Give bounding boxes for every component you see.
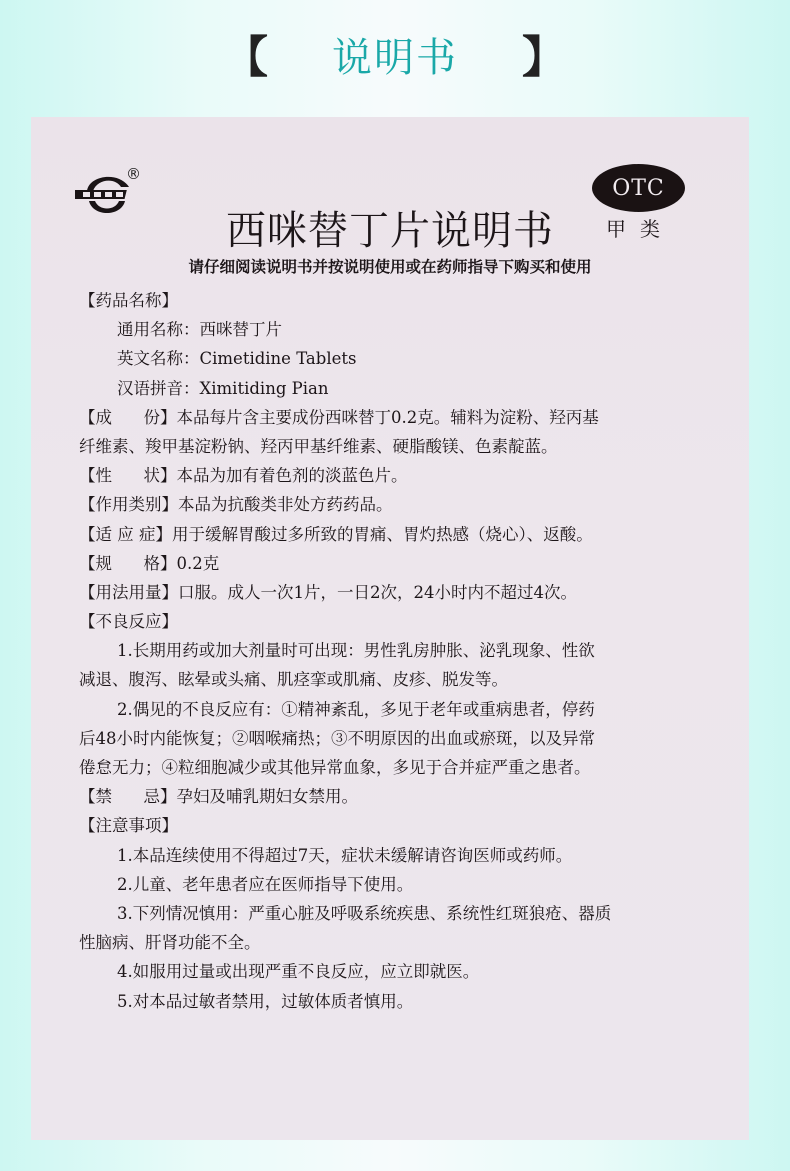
specification-text: 0.2克 xyxy=(176,553,220,573)
banner-title: 说明书 xyxy=(332,35,458,81)
section-indications xyxy=(79,520,729,549)
section-heading-specification: 【规 格】 xyxy=(79,553,177,573)
document-title: 西咪替丁片说明书 xyxy=(226,208,554,254)
document-subtitle: 请仔细阅读说明书并按说明使用或在药师指导下购买和使用 xyxy=(188,258,592,276)
section-heading-ingredients: 【成 份】 xyxy=(79,407,177,427)
section-heading-drug-name: 【药品名称】 xyxy=(79,291,178,310)
registered-mark: ® xyxy=(126,165,141,183)
leaflet-body xyxy=(79,286,729,1016)
banner-bracket-right: 】 xyxy=(522,32,566,83)
section-heading-contraindications: 【禁 忌】 xyxy=(79,787,177,807)
precaution-item-3-line-2: 性脑病、肝肾功能不全。 xyxy=(79,933,261,953)
adverse-item-1-line-2: 减退、腹泻、眩晕或头痛、肌痉挛或肌痛、皮疹、脱发等。 xyxy=(79,670,508,690)
precaution-item-4: 4.如服用过量或出现严重不良反应，应立即就医。 xyxy=(117,962,480,982)
section-category xyxy=(79,490,729,519)
adverse-item-2-line-2: 后48小时内能恢复；②咽喉痛热；③不明原因的出血或瘀斑，以及异常 xyxy=(79,728,595,748)
section-contraindications xyxy=(79,782,729,811)
dosage-text: 口服。成人一次1片，一日2次，24小时内不超过4次。 xyxy=(178,582,577,602)
otc-badge: OTC xyxy=(592,164,685,212)
english-name: 英文名称：Cimetidine Tablets xyxy=(117,349,357,369)
adverse-item-1-line-1: 1.长期用药或加大剂量时可出现：男性乳房肿胀、泌乳现象、性欲 xyxy=(117,641,595,661)
section-heading-adverse-reactions: 【不良反应】 xyxy=(79,612,178,632)
section-appearance xyxy=(79,461,729,490)
precaution-item-3-line-1: 3.下列情况慎用：严重心脏及呼吸系统疾患、系统性红斑狼疮、器质 xyxy=(117,903,612,923)
adverse-item-2-line-3: 倦怠无力；④粒细胞减少或其他异常血象，多见于合并症严重之患者。 xyxy=(79,758,591,777)
banner-bracket-left: 【 xyxy=(224,32,268,83)
section-ingredients xyxy=(79,403,729,432)
contraindications-text: 孕妇及哺乳期妇女禁用。 xyxy=(176,787,358,807)
adverse-item-2-line-1: 2.偶见的不良反应有：①精神紊乱，多见于老年或重病患者，停药 xyxy=(117,699,595,719)
generic-name: 通用名称：西咪替丁片 xyxy=(117,320,282,340)
precaution-item-5: 5.对本品过敏者禁用，过敏体质者慎用。 xyxy=(117,991,414,1011)
package-insert-leaflet xyxy=(31,117,749,1140)
category-text: 本品为抗酸类非处方药药品。 xyxy=(178,495,393,515)
page-banner xyxy=(0,28,790,88)
ingredients-text-2: 纤维素、羧甲基淀粉钠、羟丙甲基纤维素、硬脂酸镁、色素靛蓝。 xyxy=(79,436,558,456)
section-dosage xyxy=(79,578,729,607)
section-heading-category: 【作用类别】 xyxy=(79,495,178,515)
section-heading-appearance: 【性 状】 xyxy=(79,466,177,486)
indications-text: 用于缓解胃酸过多所致的胃痛、胃灼热感（烧心）、返酸。 xyxy=(172,524,593,544)
pinyin-name: 汉语拼音：Ximitiding Pian xyxy=(117,378,329,398)
precaution-item-1: 1.本品连续使用不得超过7天，症状未缓解请咨询医师或药师。 xyxy=(117,845,573,865)
section-heading-indications: 【适 应 症】 xyxy=(79,524,172,544)
ingredients-text-1: 本品每片含主要成份西咪替丁0.2克。辅料为淀粉、羟丙基 xyxy=(176,407,599,427)
precaution-item-2: 2.儿童、老年患者应在医师指导下使用。 xyxy=(117,874,414,894)
otc-class-label: 甲类 xyxy=(606,217,674,241)
section-specification xyxy=(79,549,729,578)
section-heading-precautions: 【注意事项】 xyxy=(79,816,178,836)
appearance-text: 本品为加有着色剂的淡蓝色片。 xyxy=(176,466,408,486)
section-heading-dosage: 【用法用量】 xyxy=(79,582,178,602)
